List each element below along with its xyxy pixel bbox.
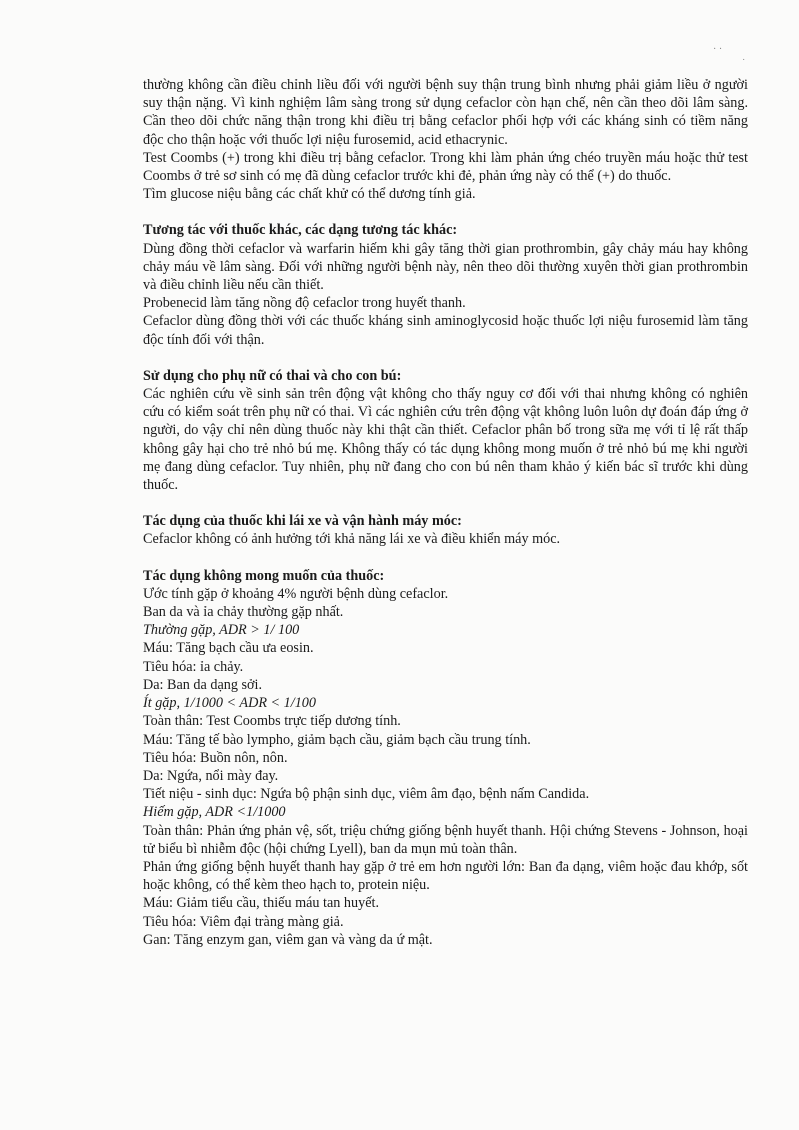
adverse-line: Tiêu hóa: Buồn nôn, nôn. (143, 749, 288, 766)
document-page (143, 76, 748, 949)
frequency-common-label: Thường gặp, ADR > 1/ 100 (143, 622, 300, 639)
scan-speck: · · (713, 44, 723, 55)
heading-interactions: Tương tác với thuốc khác, các dạng tương tác khác: (143, 222, 458, 239)
frequency-rare-label: Hiếm gặp, ADR <1/1000 (143, 804, 286, 821)
frequency-uncommon-label: Ít gặp, 1/1000 < ADR < 1/100 (143, 695, 316, 712)
adverse-line: Tiết niệu - sinh dục: Ngứa bộ phận sinh dục, viêm âm đạo, bệnh nấm Candida. (143, 786, 590, 803)
heading-driving: Tác dụng của thuốc khi lái xe và vận hành máy móc: (143, 513, 462, 530)
adverse-line: Tiêu hóa: Viêm đại tràng màng giả. (143, 913, 344, 930)
paragraph-coombs-test: Test Coombs (+) trong khi điều trị bằng cefaclor. Trong khi làm phản ứng chéo truyền máu hoặc thử test Coombs ở trẻ sơ sinh có mẹ đã dùng cefaclor trước khi đẻ, phản ứng này có thể (+) do thuốc. (143, 149, 748, 185)
adverse-line: Máu: Tăng tế bào lympho, giảm bạch cầu, giảm bạch cầu trung tính. (143, 731, 531, 748)
paragraph-renal-dosing: thường không cần điều chỉnh liều đối với người bệnh suy thận trung bình nhưng phải giảm liều ở người suy thận nặng. Vì kinh nghiệm lâm sàng trong sử dụng cefaclor còn hạn chế, nên cần theo dõi lâm sàng. Cần theo dõi chức năng thận trong khi điều trị bằng cefaclor phối hợp với các kháng sinh có tiềm năng độc cho thận hoặc với thuốc lợi niệu furosemid, acid ethacrynic. (143, 77, 748, 148)
adverse-line: Da: Ban da dạng sởi. (143, 676, 263, 693)
scan-speck: ˙ (742, 58, 746, 69)
adverse-line: Máu: Tăng bạch cầu ưa eosin. (143, 640, 314, 657)
adverse-line: Ước tính gặp ở khoảng 4% người bệnh dùng cefaclor. (143, 585, 449, 602)
heading-adverse-effects: Tác dụng không mong muốn của thuốc: (143, 567, 385, 584)
paragraph-warfarin: Dùng đồng thời cefaclor và warfarin hiếm khi gây tăng thời gian prothrombin, gây chảy máu hay không chảy máu về lâm sàng. Đối với những người bệnh này, nên theo dõi thường xuyên thời gian prothrombin và điều chỉnh liều nếu cần thiết. (143, 240, 748, 294)
adverse-line: Toàn thân: Test Coombs trực tiếp dương tính. (143, 713, 401, 730)
adverse-line: Da: Ngứa, nổi mày đay. (143, 767, 279, 784)
heading-pregnancy: Sử dụng cho phụ nữ có thai và cho con bú: (143, 367, 402, 384)
adverse-line: Ban da và ỉa chảy thường gặp nhất. (143, 604, 344, 621)
paragraph-serum-sickness: Phản ứng giống bệnh huyết thanh hay gặp ở trẻ em hơn người lớn: Ban đa dạng, viêm hoặc đau khớp, sốt hoặc không, có thể kèm theo hạch to, protein niệu. (143, 858, 748, 894)
paragraph-driving: Cefaclor không có ảnh hưởng tới khả năng lái xe và điều khiển máy móc. (143, 531, 561, 548)
paragraph-pregnancy: Các nghiên cứu về sinh sản trên động vật không cho thấy nguy cơ đối với thai nhưng không có nghiên cứu có kiểm soát trên phụ nữ có thai. Vì các nghiên cứu trên động vật không luôn luôn dự đoán đáp ứng ở người, do vậy chỉ nên dùng thuốc này khi thật cần thiết. Cefaclor phân bố trong sữa mẹ với tỉ lệ rất thấp không gây hại cho trẻ nhỏ bú mẹ. Không thấy có tác dụng không mong muốn ở trẻ nhỏ bú mẹ khi người mẹ đang dùng cefaclor. Tuy nhiên, phụ nữ đang cho con bú nên tham khảo ý kiến bác sĩ trước khi dùng thuốc. (143, 386, 748, 494)
adverse-line: Gan: Tăng enzym gan, viêm gan và vàng da ứ mật. (143, 931, 433, 948)
adverse-line: Tiêu hóa: ỉa chảy. (143, 658, 244, 675)
paragraph-aminoglycoside: Cefaclor dùng đồng thời với các thuốc kháng sinh aminoglycosid hoặc thuốc lợi niệu furosemid làm tăng độc tính đối với thận. (143, 313, 748, 348)
adverse-line: Máu: Giảm tiểu cầu, thiếu máu tan huyết. (143, 895, 379, 912)
paragraph-probenecid: Probenecid làm tăng nồng độ cefaclor trong huyết thanh. (143, 295, 466, 312)
paragraph-glucose-test: Tìm glucose niệu bằng các chất khử có thể dương tính giả. (143, 186, 476, 203)
paragraph-systemic-rare: Toàn thân: Phản ứng phản vệ, sốt, triệu chứng giống bệnh huyết thanh. Hội chứng Stevens - Johnson, hoại tử biểu bì nhiễm độc (hội chứng Lyell), ban da mụn mủ toàn thân. (143, 822, 748, 857)
